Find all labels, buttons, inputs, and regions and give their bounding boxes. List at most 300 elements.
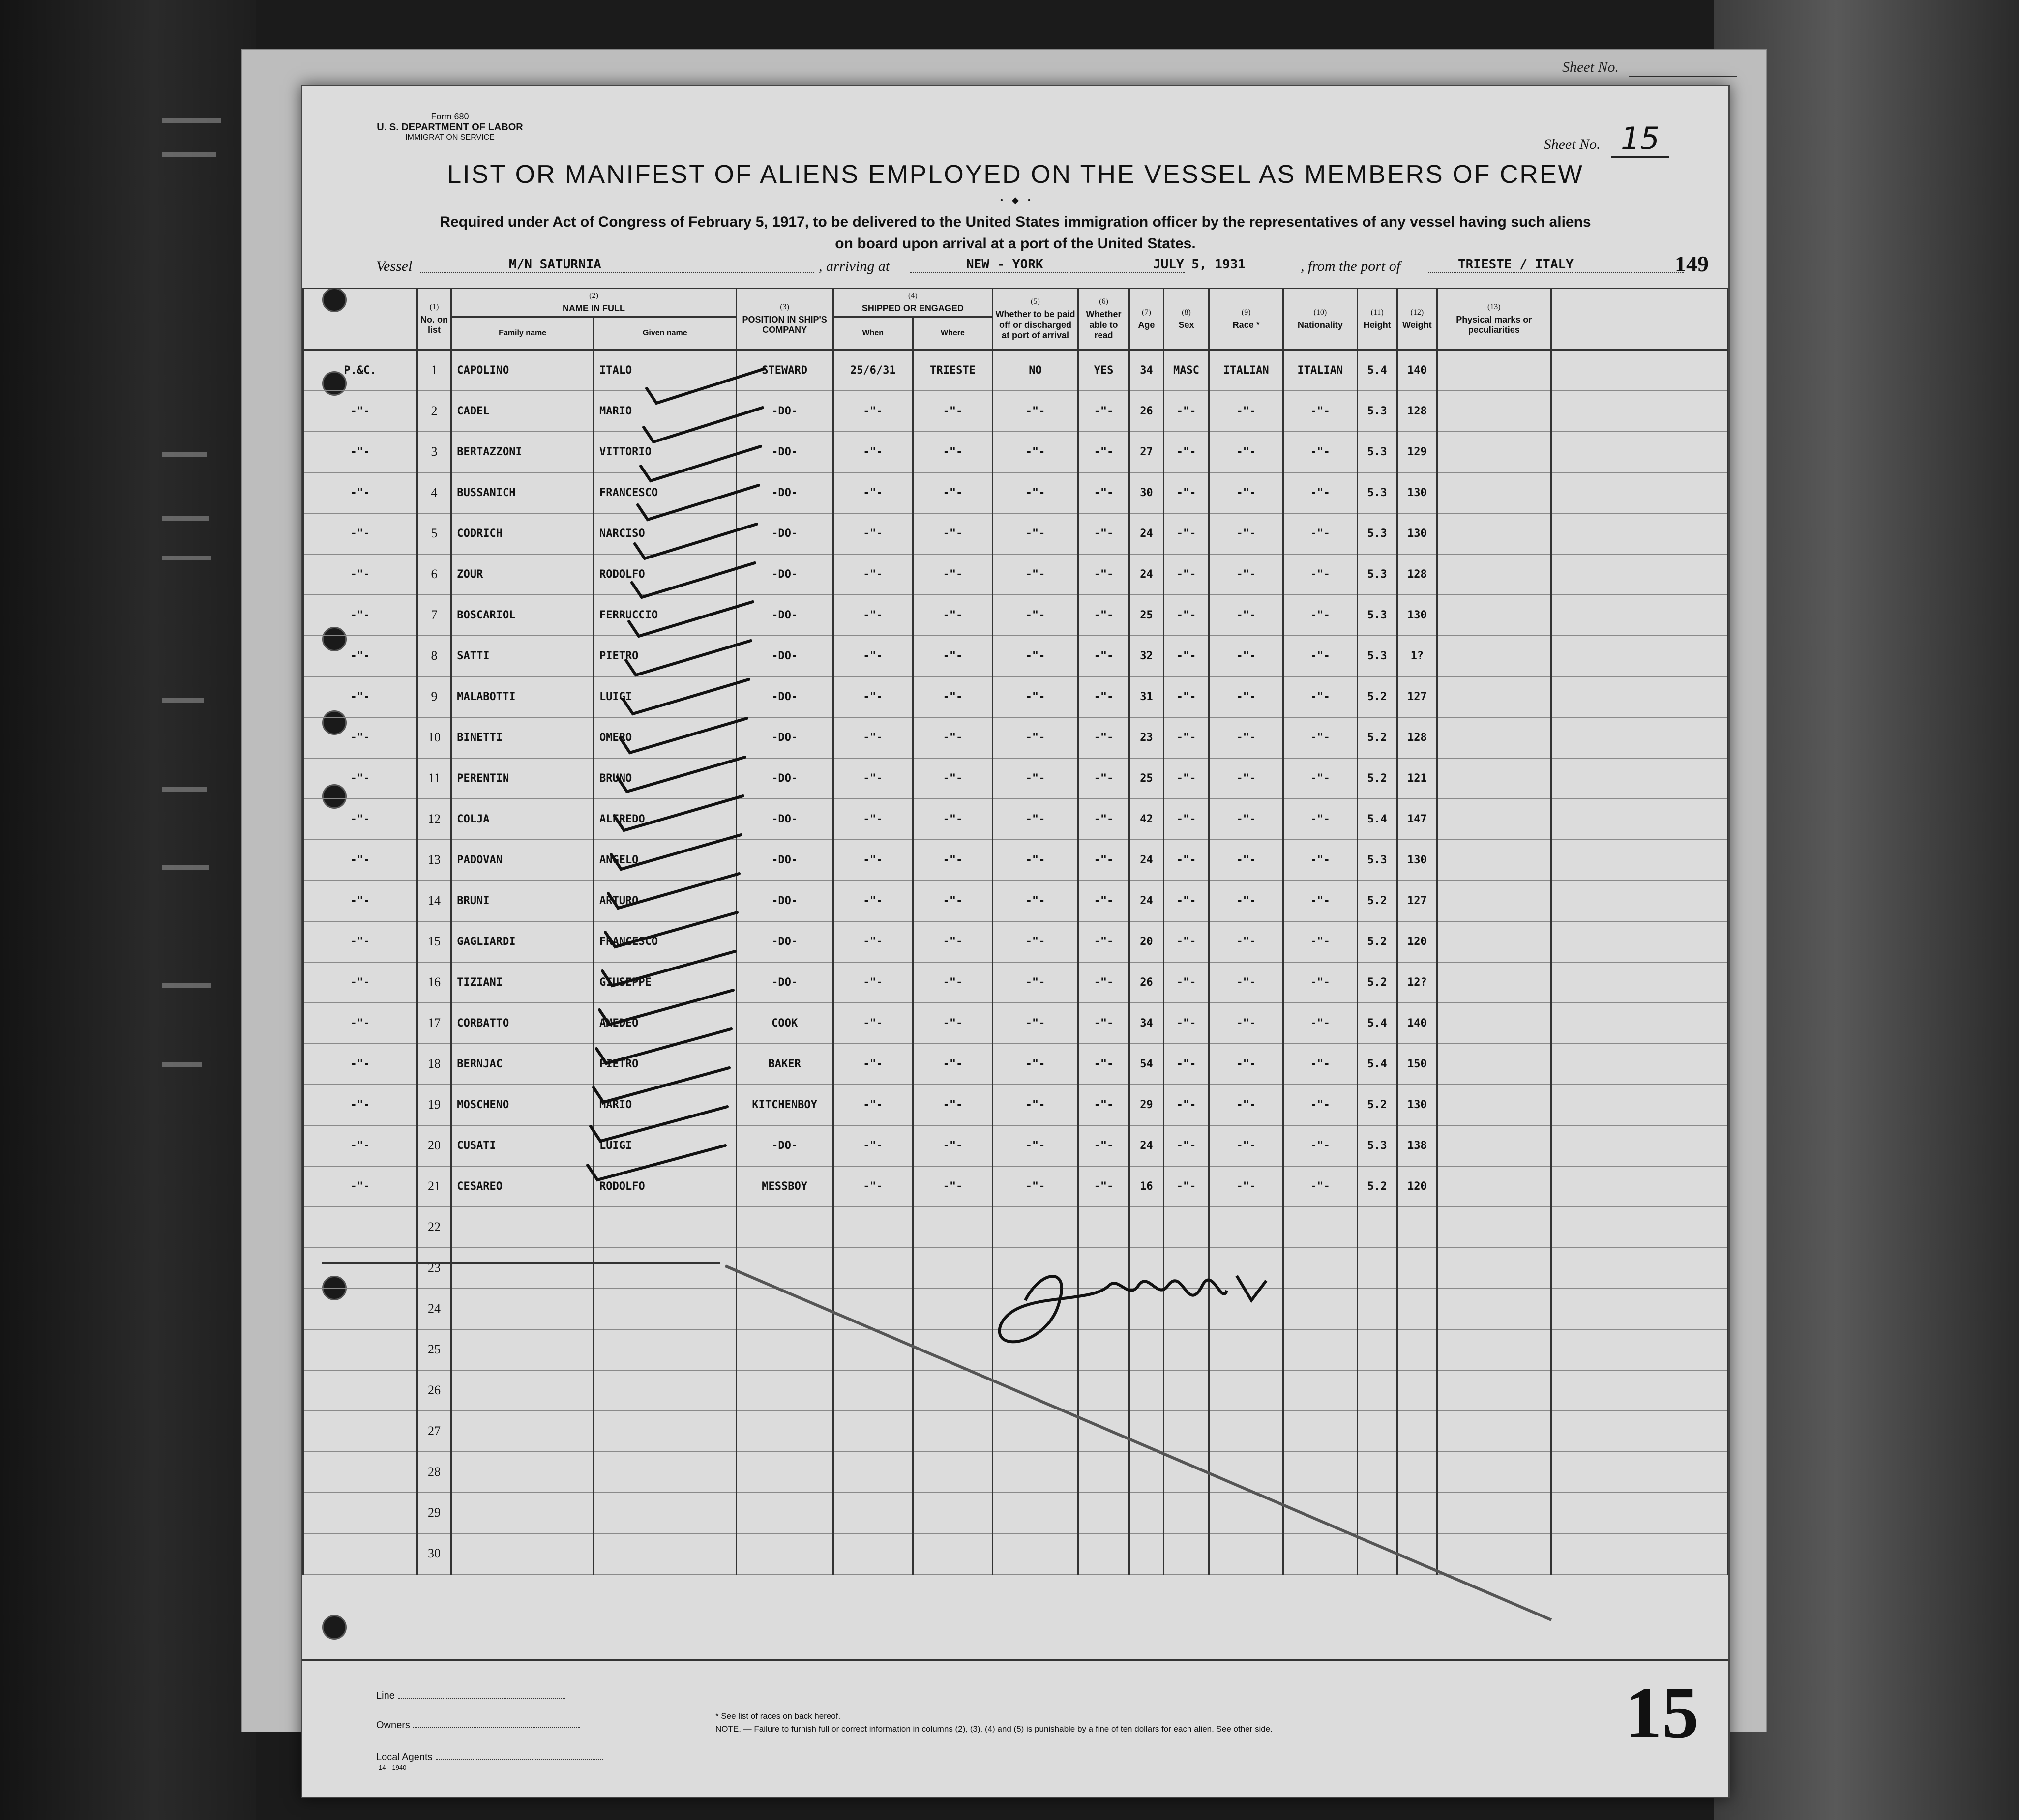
sex-cell: -"- (1163, 758, 1209, 799)
empty-cell (1283, 1207, 1358, 1248)
table-row (303, 432, 1728, 472)
empty-cell (1209, 1533, 1283, 1574)
age-cell: 24 (1129, 554, 1164, 595)
footer-notes (715, 1710, 1453, 1735)
height-cell: 5.4 (1357, 1003, 1397, 1044)
empty-cell (451, 1370, 594, 1411)
height-cell: 5.3 (1357, 391, 1397, 432)
nationality-cell: -"- (1283, 881, 1358, 921)
empty-cell (833, 1370, 913, 1411)
page-title: LIST OR MANIFEST OF ALIENS EMPLOYED ON THE VESSEL AS MEMBERS OF CREW (447, 160, 1584, 189)
nationality-cell: -"- (1283, 391, 1358, 432)
nationality-cell: -"- (1283, 432, 1358, 472)
empty-cell (1283, 1533, 1358, 1574)
table-row (303, 676, 1728, 717)
paid-off-cell: -"- (993, 962, 1078, 1003)
blank-cell (1551, 1003, 1727, 1044)
row-number-cell: 28 (417, 1452, 451, 1493)
shipped-where-cell: -"- (913, 1125, 992, 1166)
empty-cell (1397, 1207, 1437, 1248)
empty-cell (1357, 1452, 1397, 1493)
empty-cell (1209, 1289, 1283, 1329)
table-row (303, 350, 1728, 391)
empty-cell (1551, 1207, 1727, 1248)
given-name-cell: RODOLFO (594, 554, 736, 595)
department-name: U. S. DEPARTMENT OF LABOR (377, 121, 523, 133)
shipped-where-cell: -"- (913, 921, 992, 962)
sex-cell: -"- (1163, 391, 1209, 432)
empty-cell (1397, 1411, 1437, 1452)
age-cell: 27 (1129, 432, 1164, 472)
nationality-cell: -"- (1283, 513, 1358, 554)
empty-cell (993, 1452, 1078, 1493)
row-mark-cell: -"- (303, 513, 417, 554)
paid-off-cell: -"- (993, 432, 1078, 472)
race-cell: ITALIAN (1209, 350, 1283, 391)
nationality-cell: ITALIAN (1283, 350, 1358, 391)
race-cell: -"- (1209, 758, 1283, 799)
table-row (303, 1166, 1728, 1207)
empty-cell (736, 1493, 833, 1533)
table-row (303, 962, 1728, 1003)
empty-cell (303, 1452, 417, 1493)
service-name: IMMIGRATION SERVICE (405, 133, 495, 142)
marks-cell (1437, 921, 1551, 962)
shipped-where-cell: -"- (913, 636, 992, 676)
row-mark-cell: -"- (303, 921, 417, 962)
height-cell: 5.2 (1357, 717, 1397, 758)
weight-cell: 1? (1397, 636, 1437, 676)
empty-cell (1163, 1452, 1209, 1493)
empty-cell (1397, 1452, 1437, 1493)
row-number-cell: 17 (417, 1003, 451, 1044)
weight-cell: 127 (1397, 676, 1437, 717)
column-header-paid-off: (5) Whether to be paid off or discharged at port of arrival (993, 289, 1078, 350)
crew-rows (303, 350, 1728, 1574)
row-mark-cell: -"- (303, 676, 417, 717)
position-cell: STEWARD (736, 350, 833, 391)
weight-cell: 140 (1397, 350, 1437, 391)
empty-cell (594, 1370, 736, 1411)
sex-cell: -"- (1163, 962, 1209, 1003)
crew-manifest-table (302, 288, 1728, 1575)
height-cell: 5.4 (1357, 1044, 1397, 1085)
blank-cell (1551, 962, 1727, 1003)
column-header-shipped: (4) SHIPPED OR ENGAGED (833, 289, 992, 317)
empty-cell (303, 1289, 417, 1329)
marks-cell (1437, 1085, 1551, 1125)
from-label: , from the port of (1301, 258, 1401, 274)
empty-cell (1283, 1248, 1358, 1289)
empty-cell (1209, 1411, 1283, 1452)
vessel-name: M/N SATURNIA (509, 257, 601, 272)
nationality-cell: -"- (1283, 636, 1358, 676)
table-row (303, 1003, 1728, 1044)
empty-cell (1357, 1207, 1397, 1248)
able-to-read-cell: -"- (1078, 1085, 1129, 1125)
given-name-cell: LUIGI (594, 1125, 736, 1166)
table-row (303, 391, 1728, 432)
row-mark-cell: P.&C. (303, 350, 417, 391)
able-to-read-cell: -"- (1078, 636, 1129, 676)
empty-cell (1397, 1248, 1437, 1289)
position-cell: COOK (736, 1003, 833, 1044)
dark-backdrop-left (0, 0, 256, 1820)
empty-cell (913, 1248, 992, 1289)
empty-cell (736, 1329, 833, 1370)
able-to-read-cell: -"- (1078, 1044, 1129, 1085)
sex-cell: -"- (1163, 472, 1209, 513)
fill-line (910, 272, 1185, 273)
empty-cell (303, 1411, 417, 1452)
family-name-cell: CESAREO (451, 1166, 594, 1207)
shipped-when-cell: -"- (833, 513, 913, 554)
empty-cell (1551, 1329, 1727, 1370)
shipped-when-cell: -"- (833, 717, 913, 758)
row-mark-cell: -"- (303, 1003, 417, 1044)
shipped-where-cell: -"- (913, 717, 992, 758)
paid-off-cell: -"- (993, 676, 1078, 717)
given-name-cell: LUIGI (594, 676, 736, 717)
nationality-cell: -"- (1283, 1166, 1358, 1207)
shipped-when-cell: -"- (833, 554, 913, 595)
marks-cell (1437, 1003, 1551, 1044)
shipped-where-cell: -"- (913, 391, 992, 432)
race-cell: -"- (1209, 513, 1283, 554)
row-mark-cell: -"- (303, 840, 417, 881)
nationality-cell: -"- (1283, 1003, 1358, 1044)
empty-cell (1129, 1207, 1164, 1248)
marks-cell (1437, 595, 1551, 636)
empty-cell (451, 1533, 594, 1574)
sex-cell: -"- (1163, 1125, 1209, 1166)
empty-cell (1357, 1329, 1397, 1370)
empty-cell (1283, 1370, 1358, 1411)
shipped-where-cell: -"- (913, 432, 992, 472)
row-number-cell: 10 (417, 717, 451, 758)
able-to-read-cell: -"- (1078, 1003, 1129, 1044)
race-cell: -"- (1209, 799, 1283, 840)
given-name-cell: RODOLFO (594, 1166, 736, 1207)
empty-cell (1163, 1493, 1209, 1533)
shipped-when-cell: -"- (833, 1125, 913, 1166)
empty-cell (1397, 1289, 1437, 1329)
empty-cell (1357, 1248, 1397, 1289)
sex-cell: -"- (1163, 636, 1209, 676)
given-name-cell: NARCISO (594, 513, 736, 554)
nationality-cell: -"- (1283, 472, 1358, 513)
empty-cell (913, 1207, 992, 1248)
row-number-cell: 25 (417, 1329, 451, 1370)
shipped-when-cell: -"- (833, 1003, 913, 1044)
able-to-read-cell: -"- (1078, 840, 1129, 881)
sex-cell: -"- (1163, 432, 1209, 472)
weight-cell: 128 (1397, 391, 1437, 432)
able-to-read-cell: -"- (1078, 1125, 1129, 1166)
empty-cell (993, 1329, 1078, 1370)
row-mark-cell: -"- (303, 1125, 417, 1166)
table-row (303, 1125, 1728, 1166)
empty-cell (993, 1207, 1078, 1248)
paid-off-cell: -"- (993, 1085, 1078, 1125)
shipped-when-cell: -"- (833, 799, 913, 840)
page-count: 149 (1675, 251, 1709, 276)
row-number-cell: 24 (417, 1289, 451, 1329)
height-cell: 5.3 (1357, 595, 1397, 636)
height-cell: 5.3 (1357, 554, 1397, 595)
weight-cell: 150 (1397, 1044, 1437, 1085)
manifest-sheet (301, 85, 1730, 1798)
shipped-where-cell: -"- (913, 758, 992, 799)
empty-cell (993, 1493, 1078, 1533)
empty-cell (993, 1370, 1078, 1411)
empty-cell (1078, 1411, 1129, 1452)
table-row (303, 799, 1728, 840)
sex-cell: -"- (1163, 595, 1209, 636)
empty-cell (1163, 1533, 1209, 1574)
family-name-cell: COLJA (451, 799, 594, 840)
given-name-cell: MARIO (594, 1085, 736, 1125)
paid-off-cell: -"- (993, 391, 1078, 432)
fill-line (420, 272, 814, 273)
position-cell: -DO- (736, 595, 833, 636)
empty-cell (1209, 1452, 1283, 1493)
height-cell: 5.2 (1357, 962, 1397, 1003)
shipped-where-cell: -"- (913, 554, 992, 595)
empty-cell (594, 1452, 736, 1493)
empty-row (303, 1452, 1728, 1493)
nationality-cell: -"- (1283, 717, 1358, 758)
column-header-weight: (12) Weight (1397, 289, 1437, 350)
empty-cell (736, 1289, 833, 1329)
empty-cell (1283, 1411, 1358, 1452)
empty-cell (1163, 1289, 1209, 1329)
race-cell: -"- (1209, 840, 1283, 881)
empty-cell (993, 1248, 1078, 1289)
row-number-cell: 19 (417, 1085, 451, 1125)
under-sheet-label: Sheet No. (1562, 59, 1619, 75)
paid-off-cell: -"- (993, 1003, 1078, 1044)
sex-cell: -"- (1163, 676, 1209, 717)
empty-row (303, 1248, 1728, 1289)
row-number-cell: 14 (417, 881, 451, 921)
position-cell: -DO- (736, 799, 833, 840)
marks-cell (1437, 1125, 1551, 1166)
given-name-cell: PIETRO (594, 636, 736, 676)
family-name-cell: BUSSANICH (451, 472, 594, 513)
empty-cell (1129, 1329, 1164, 1370)
position-cell: -DO- (736, 432, 833, 472)
empty-cell (736, 1370, 833, 1411)
row-number-cell: 22 (417, 1207, 451, 1248)
height-cell: 5.4 (1357, 350, 1397, 391)
height-cell: 5.3 (1357, 840, 1397, 881)
height-cell: 5.2 (1357, 1085, 1397, 1125)
marks-cell (1437, 717, 1551, 758)
empty-cell (1129, 1289, 1164, 1329)
blank-cell (1551, 432, 1727, 472)
column-header-height: (11) Height (1357, 289, 1397, 350)
paid-off-cell: -"- (993, 1044, 1078, 1085)
weight-cell: 12? (1397, 962, 1437, 1003)
race-cell: -"- (1209, 1085, 1283, 1125)
column-header-sex: (8) Sex (1163, 289, 1209, 350)
height-cell: 5.2 (1357, 921, 1397, 962)
paid-off-cell: -"- (993, 636, 1078, 676)
row-mark-cell: -"- (303, 595, 417, 636)
race-cell: -"- (1209, 717, 1283, 758)
family-name-cell: MALABOTTI (451, 676, 594, 717)
shipped-where-cell: -"- (913, 1085, 992, 1125)
races-note: * See list of races on back hereof. (715, 1711, 841, 1721)
arrival-port: NEW - YORK (966, 257, 1043, 272)
row-number-cell: 9 (417, 676, 451, 717)
weight-cell: 138 (1397, 1125, 1437, 1166)
age-cell: 25 (1129, 595, 1164, 636)
empty-cell (1078, 1370, 1129, 1411)
family-name-cell: CADEL (451, 391, 594, 432)
empty-cell (303, 1533, 417, 1574)
marks-cell (1437, 350, 1551, 391)
empty-cell (1437, 1329, 1551, 1370)
race-cell: -"- (1209, 881, 1283, 921)
empty-cell (1357, 1289, 1397, 1329)
position-cell: -DO- (736, 513, 833, 554)
empty-cell (451, 1329, 594, 1370)
empty-cell (1437, 1370, 1551, 1411)
shipped-when-cell: -"- (833, 758, 913, 799)
race-cell: -"- (1209, 554, 1283, 595)
weight-cell: 121 (1397, 758, 1437, 799)
row-number-cell: 6 (417, 554, 451, 595)
row-number-cell: 20 (417, 1125, 451, 1166)
empty-cell (833, 1452, 913, 1493)
row-mark-cell: -"- (303, 1044, 417, 1085)
paid-off-cell: NO (993, 350, 1078, 391)
column-header-when: When (833, 317, 913, 350)
shipped-when-cell: -"- (833, 962, 913, 1003)
age-cell: 34 (1129, 350, 1164, 391)
empty-cell (1163, 1370, 1209, 1411)
position-cell: -DO- (736, 758, 833, 799)
empty-row (303, 1533, 1728, 1574)
able-to-read-cell: -"- (1078, 676, 1129, 717)
position-cell: MESSBOY (736, 1166, 833, 1207)
row-number-cell: 4 (417, 472, 451, 513)
column-header-position: (3) POSITION IN SHIP'S COMPANY (736, 289, 833, 350)
empty-cell (1551, 1248, 1727, 1289)
marks-cell (1437, 1166, 1551, 1207)
age-cell: 25 (1129, 758, 1164, 799)
row-number-cell: 15 (417, 921, 451, 962)
empty-cell (303, 1493, 417, 1533)
row-number-cell: 2 (417, 391, 451, 432)
height-cell: 5.2 (1357, 676, 1397, 717)
empty-cell (833, 1493, 913, 1533)
table-row (303, 881, 1728, 921)
empty-cell (1078, 1452, 1129, 1493)
weight-cell: 130 (1397, 1085, 1437, 1125)
sheet-number-block (1544, 120, 1669, 156)
able-to-read-cell: -"- (1078, 432, 1129, 472)
able-to-read-cell: -"- (1078, 554, 1129, 595)
empty-cell (993, 1533, 1078, 1574)
departure-port: TRIESTE / ITALY (1458, 257, 1574, 272)
empty-cell (1129, 1493, 1164, 1533)
age-cell: 24 (1129, 840, 1164, 881)
column-header-name: (2) NAME IN FULL (451, 289, 736, 317)
empty-cell (594, 1533, 736, 1574)
column-header-given-name: Given name (594, 317, 736, 350)
age-cell: 16 (1129, 1166, 1164, 1207)
family-name-cell: CUSATI (451, 1125, 594, 1166)
weight-cell: 129 (1397, 432, 1437, 472)
empty-cell (993, 1411, 1078, 1452)
race-cell: -"- (1209, 676, 1283, 717)
blank-cell (1551, 350, 1727, 391)
empty-cell (1397, 1329, 1437, 1370)
age-cell: 23 (1129, 717, 1164, 758)
given-name-cell: ANGELO (594, 840, 736, 881)
able-to-read-cell: -"- (1078, 513, 1129, 554)
able-to-read-cell: YES (1078, 350, 1129, 391)
family-name-cell: BOSCARIOL (451, 595, 594, 636)
empty-cell (736, 1248, 833, 1289)
age-cell: 29 (1129, 1085, 1164, 1125)
empty-cell (1283, 1329, 1358, 1370)
empty-cell (1078, 1207, 1129, 1248)
sex-cell: -"- (1163, 799, 1209, 840)
line-field: Line (376, 1690, 565, 1702)
empty-cell (736, 1452, 833, 1493)
empty-cell (1078, 1533, 1129, 1574)
height-cell: 5.2 (1357, 1166, 1397, 1207)
family-name-cell: TIZIANI (451, 962, 594, 1003)
column-header-where: Where (913, 317, 992, 350)
empty-cell (1437, 1289, 1551, 1329)
shipped-where-cell: -"- (913, 676, 992, 717)
family-name-cell: SATTI (451, 636, 594, 676)
weight-cell: 130 (1397, 513, 1437, 554)
marks-cell (1437, 758, 1551, 799)
shipped-where-cell: -"- (913, 962, 992, 1003)
empty-cell (993, 1289, 1078, 1329)
position-cell: -DO- (736, 1125, 833, 1166)
empty-row (303, 1329, 1728, 1370)
sex-cell: -"- (1163, 1003, 1209, 1044)
empty-cell (1551, 1493, 1727, 1533)
given-name-cell: MARIO (594, 391, 736, 432)
able-to-read-cell: -"- (1078, 962, 1129, 1003)
shipped-where-cell: TRIESTE (913, 350, 992, 391)
age-cell: 42 (1129, 799, 1164, 840)
age-cell: 24 (1129, 881, 1164, 921)
column-header-age: (7) Age (1129, 289, 1164, 350)
given-name-cell: PIETRO (594, 1044, 736, 1085)
family-name-cell: ZOUR (451, 554, 594, 595)
weight-cell: 128 (1397, 554, 1437, 595)
race-cell: -"- (1209, 921, 1283, 962)
empty-cell (451, 1248, 594, 1289)
empty-cell (913, 1370, 992, 1411)
paid-off-cell: -"- (993, 840, 1078, 881)
family-name-cell: CORBATTO (451, 1003, 594, 1044)
empty-cell (913, 1289, 992, 1329)
blank-cell (1551, 595, 1727, 636)
empty-cell (1078, 1329, 1129, 1370)
empty-cell (1551, 1289, 1727, 1329)
shipped-when-cell: -"- (833, 921, 913, 962)
